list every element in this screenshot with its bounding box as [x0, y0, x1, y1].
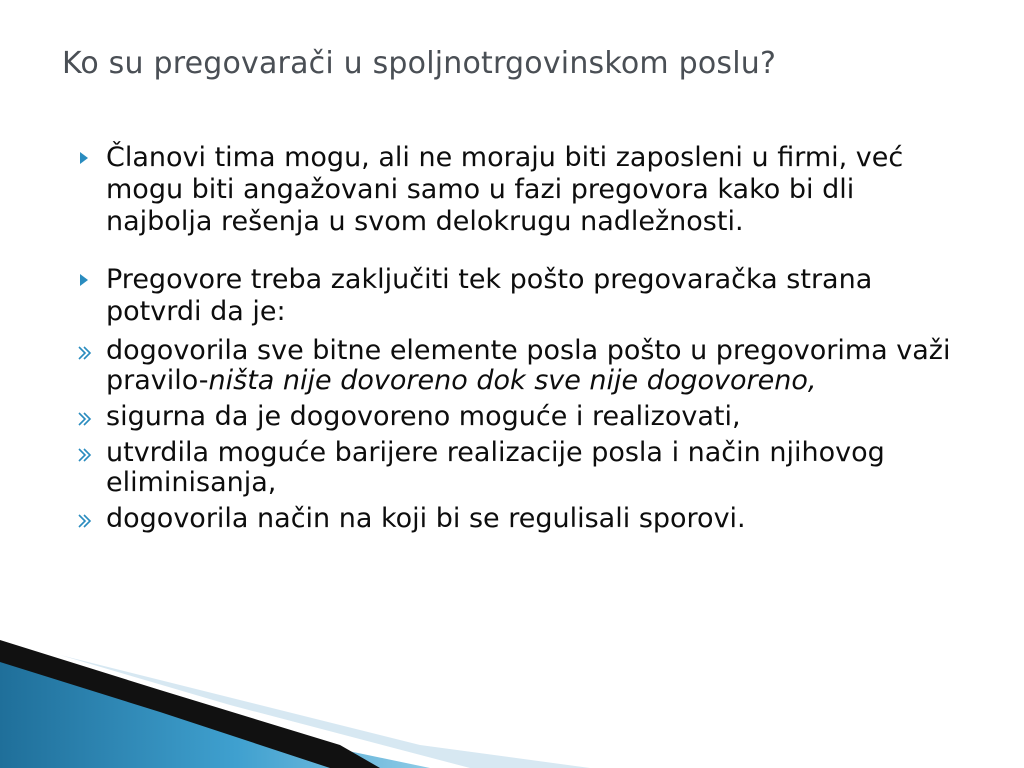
swoosh-blue-band: [0, 648, 430, 768]
slide-title: Ko su pregovarači u spoljnotrgovinskom poslu?: [62, 46, 777, 81]
list-item: [76, 336, 956, 396]
triangle-bullet-icon: [76, 264, 96, 296]
bullet-list: [76, 142, 956, 534]
swoosh-black-band: [0, 640, 380, 768]
list-item-text: dogovorila sve bitne elemente posla pošto u pregovorima važi pravilo-: [106, 335, 951, 396]
list-item: [76, 504, 956, 534]
triangle-bullet-icon: [76, 142, 96, 174]
chevron-bullet-icon: [76, 504, 96, 536]
list-item: [76, 438, 956, 498]
list-item-text: Pregovore treba zaključiti tek pošto pregovaračka strana potvrdi da je:: [106, 264, 873, 327]
chevron-bullet-icon: [76, 336, 96, 368]
chevron-bullet-icon: [76, 402, 96, 434]
list-item: [76, 264, 956, 328]
list-item-text: sigurna da je dogovoreno moguće i realizovati,: [106, 401, 741, 432]
chevron-bullet-icon: [76, 438, 96, 470]
list-item: [76, 142, 956, 238]
list-item-text: dogovorila način na koji bi se regulisali sporovi.: [106, 503, 746, 534]
swoosh-light-band: [60, 655, 590, 768]
list-item-text: utvrdila moguće barijere realizacije posla i način njihovog eliminisanja,: [106, 437, 885, 498]
list-item: [76, 402, 956, 432]
list-item-italic-text: ništa nije dovoreno dok sve nije dogovoreno,: [208, 365, 817, 396]
list-item-text: Članovi tima mogu, ali ne moraju biti zaposleni u firmi, već mogu biti angažovani samo u fazi pregovora kako bi dli najbolja rešenja u svom delokrugu nadležnosti.: [106, 142, 904, 237]
